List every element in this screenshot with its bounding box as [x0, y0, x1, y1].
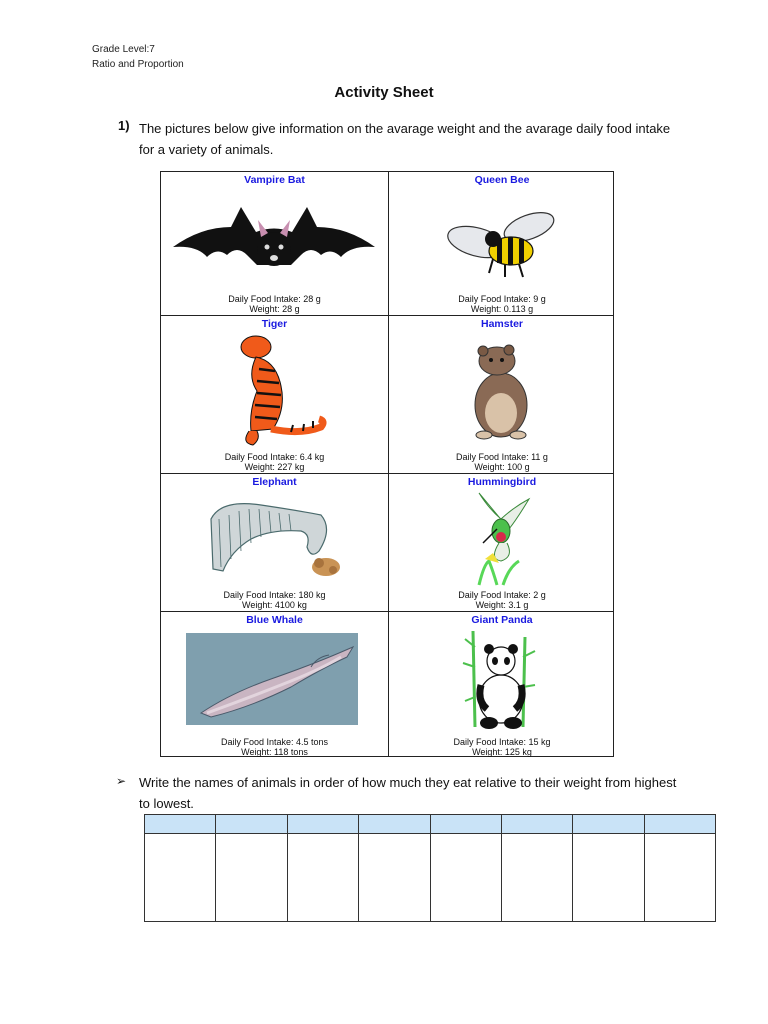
answer-cell[interactable]	[216, 834, 287, 922]
animal-weight: Weight: 28 g	[249, 304, 300, 314]
animal-info	[161, 294, 388, 314]
answer-cell[interactable]	[501, 834, 572, 922]
blue-whale-image	[161, 627, 388, 734]
header-cell	[359, 815, 430, 834]
animal-weight: Weight: 125 kg	[472, 747, 532, 757]
daily-food-intake: Daily Food Intake: 9 g	[458, 294, 546, 304]
question-text: The pictures below give information on the avarage weight and the avarage daily food intake for a variety of animals.	[139, 121, 671, 157]
animal-card-blue-whale	[161, 612, 388, 758]
answer-cell[interactable]	[644, 834, 715, 922]
animal-name: Giant Panda	[471, 614, 533, 626]
animal-card-hamster	[389, 316, 615, 473]
header-cell	[644, 815, 715, 834]
elephant-image	[161, 489, 388, 587]
animal-card-queen-bee	[389, 172, 615, 315]
daily-food-intake: Daily Food Intake: 28 g	[228, 294, 321, 304]
animal-info	[161, 452, 388, 472]
vampire-bat-image	[161, 187, 388, 291]
animal-name: Hummingbird	[467, 476, 537, 488]
tiger-image	[161, 331, 388, 449]
answer-cell[interactable]	[145, 834, 216, 922]
answer-cell[interactable]	[359, 834, 430, 922]
hummingbird-image	[389, 489, 615, 587]
animal-name: Vampire Bat	[244, 174, 305, 186]
daily-food-intake: Daily Food Intake: 15 kg	[453, 737, 551, 747]
animal-weight: Weight: 4100 kg	[242, 600, 307, 610]
answer-table-row	[145, 834, 716, 922]
animal-weight: Weight: 3.1 g	[475, 600, 529, 610]
daily-food-intake: Daily Food Intake: 6.4 kg	[224, 452, 325, 462]
daily-food-intake: Daily Food Intake: 11 g	[456, 452, 548, 462]
animal-info	[161, 590, 388, 610]
animal-weight: Weight: 118 tons	[241, 747, 308, 757]
animal-info	[389, 590, 615, 610]
daily-food-intake: Daily Food Intake: 4.5 tons	[220, 737, 329, 747]
animal-info	[389, 452, 615, 472]
animal-card-giant-panda	[389, 612, 615, 758]
bullet-arrow-icon: ➢	[116, 774, 127, 788]
page-title: Activity Sheet	[334, 84, 434, 101]
animal-name: Blue Whale	[246, 614, 303, 626]
hamster-image	[389, 331, 615, 449]
animal-card-hummingbird	[389, 474, 615, 611]
header-cell	[216, 815, 287, 834]
grade-level: Grade Level:7	[92, 44, 155, 55]
giant-panda-image	[389, 627, 615, 734]
topic: Ratio and Proportion	[92, 59, 184, 70]
animal-card-vampire-bat	[161, 172, 388, 315]
animal-name: Elephant	[252, 476, 297, 488]
daily-food-intake: Daily Food Intake: 2 g	[458, 590, 546, 600]
animal-name: Tiger	[261, 318, 288, 330]
animal-info	[389, 737, 615, 757]
animal-weight: Weight: 0.113 g	[470, 304, 534, 314]
header-block	[92, 42, 184, 72]
animal-info	[161, 737, 388, 757]
answer-cell[interactable]	[287, 834, 358, 922]
animal-weight: Weight: 100 g	[474, 462, 530, 472]
answer-table	[144, 814, 716, 922]
animal-grid	[160, 171, 614, 757]
answer-table-header	[145, 815, 716, 834]
answer-cell[interactable]	[573, 834, 644, 922]
header-cell	[287, 815, 358, 834]
question-number: 1)	[118, 118, 130, 133]
header-cell	[430, 815, 501, 834]
animal-info	[389, 294, 615, 314]
animal-card-tiger	[161, 316, 388, 473]
header-cell	[501, 815, 572, 834]
queen-bee-image	[389, 187, 615, 291]
animal-name: Hamster	[480, 318, 524, 330]
header-cell	[145, 815, 216, 834]
animal-name: Queen Bee	[474, 174, 530, 186]
daily-food-intake: Daily Food Intake: 180 kg	[223, 590, 326, 600]
answer-cell[interactable]	[430, 834, 501, 922]
animal-weight: Weight: 227 kg	[244, 462, 305, 472]
header-cell	[573, 815, 644, 834]
animal-card-elephant	[161, 474, 388, 611]
instruction-text: Write the names of animals in order of how much they eat relative to their weight from highest to lowest.	[139, 775, 677, 811]
